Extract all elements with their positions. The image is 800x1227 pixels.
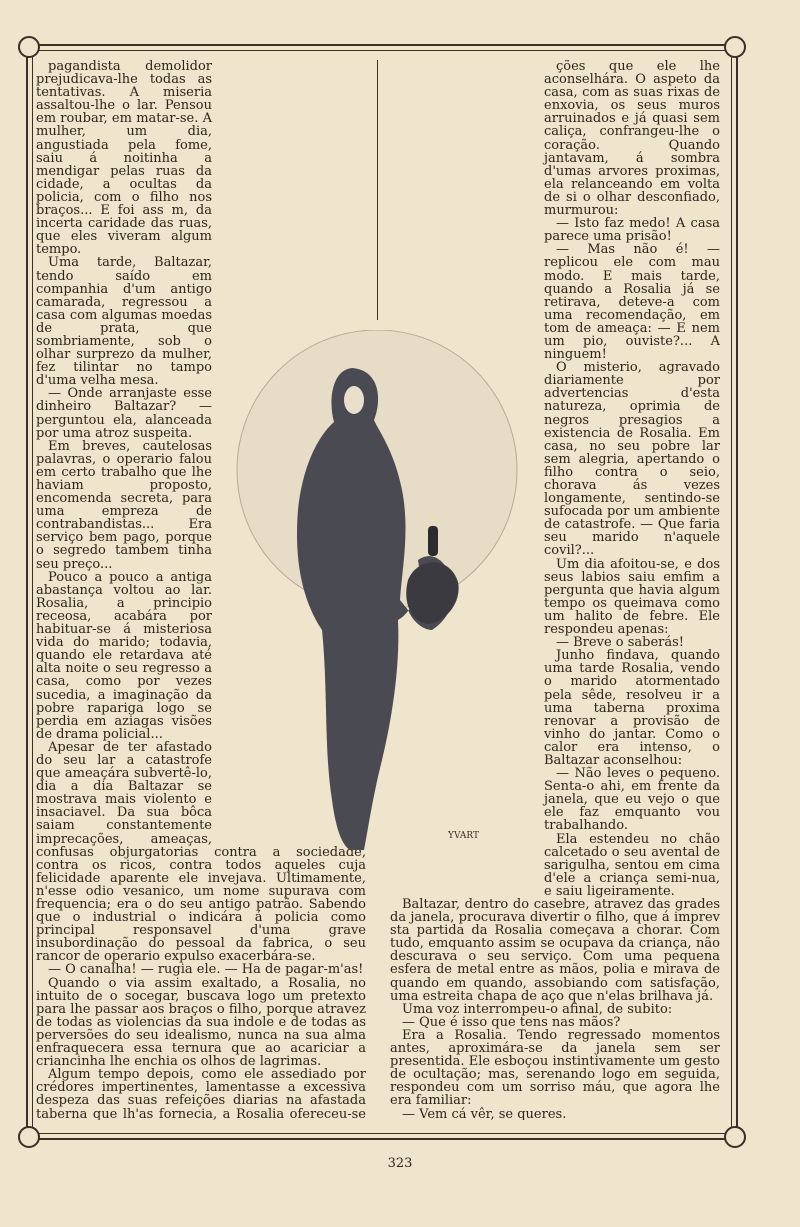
paragraph: ções que ele lhe aconselhára. O aspeto da casa, com as suas rixas de enxovia, os seus muros arruinados e já quasi sem caliça, confrangeu-lhe o coração. Quando jantavam, á sombra d'umas arvores proximas, ela relanceando em volta de si o olhar desconfiado, murmurou: xyxy=(544,60,720,219)
corner-ornament xyxy=(724,1126,746,1148)
bottle xyxy=(428,526,438,556)
paragraph: O misterio, agravado diariamente por advertencias d'esta natureza, oprimia de negros presagios a existencia de Rosalia. Em casa, no seu pobre lar sem alegria, apertando o filho contra o seio, chorava ás vezes longamente, sentindo-se sufocada por um ambiente de catastrofe. — Que faria seu marido n'aquele covil?... xyxy=(544,360,720,559)
paragraph: — Que é isso que tens nas mãos? xyxy=(402,1014,621,1030)
woman-face xyxy=(344,386,364,414)
paragraph: — Breve o saberás! xyxy=(556,635,685,651)
artist-signature: YVART xyxy=(448,831,479,841)
page-number: 323 xyxy=(387,1156,413,1171)
paragraph: Apesar de ter afastado do seu lar a catastrofe que ameaçára subvertê-lo, dia a dia Baltazar se mostrava mais violento e insaciavel. Da sua bôca saiam constantemente imprecações, ameaças, confusas objurgatorias contra a sociedade, contra os ricos, contra todos aqueles cuja felicidade aparente ele invejava. Ultimamente, n'esse odio vesanico, um nome supurava com frequencia; era o do seu antigo patrão. Sabendo que o industrial o indicára á policia como principal responsavel d'uma grave insubordinação do pessoal da fabrica, o seu rancor de operario expulso exacerbára-se. xyxy=(36,739,366,965)
paragraph: Um dia afoitou-se, e dos seus labios saiu emfim a pergunta que havia algum tempo os queimava como um halito de febre. Ele respondeu apenas: xyxy=(544,556,720,638)
column-divider xyxy=(377,60,378,320)
corner-ornament xyxy=(18,36,40,58)
paragraph: — Isto faz medo! A casa parece uma prisão! xyxy=(544,216,720,245)
paragraph: — Não leves o pequeno. Senta-o ahi, em frente da janela, que eu vejo o que ele faz emquanto vou trabalhando. xyxy=(544,766,720,834)
illustration-woman xyxy=(232,330,522,870)
paragraph: Baltazar, dentro do casebre, atravez das grades da janela, procurava divertir o filho, que á imprev sta partida da Rosalia começava a chorar. Com tudo, emquanto assim se ocupava da criança, não descurava o seu serviço. Com uma pequena esfera de metal entre as mãos, polia e mirava de quando em quando, assobiando com satisfação, uma estreita chapa de aço que n'elas brilhava já. xyxy=(390,897,720,1004)
paragraph: Pouco a pouco a antiga abastança voltou ao lar. Rosalia, a principio receosa, acabára por habituar-se á misteriosa vida do marido; todavia, quando ele retardava até alta noite o seu regresso a casa, como por vezes sucedia, a imaginação da pobre rapariga logo se perdia em aziagas visões de drama policial... xyxy=(36,569,212,742)
corner-ornament xyxy=(724,36,746,58)
paragraph: Em breves, cautelosas palavras, o operario falou em certo trabalho que lhe haviam proposto, encomenda secreta, para uma empreza de contrabandistas... Era serviço bem pago, porque o segredo tambem tinha seu preço... xyxy=(36,438,212,572)
paragraph: — Vem cá vêr, se queres. xyxy=(402,1106,567,1120)
paragraph: — Onde arranjaste esse dinheiro Baltazar? — perguntou ela, alanceada por uma atroz suspeita. xyxy=(36,386,212,441)
paragraph: Era a Rosalia. Tendo regressado momentos antes, aproximára-se da janela sem ser presentida. Ele esboçou instintivamente um gesto de ocultação; mas, serenando logo em seguida, respondeu com um sorriso máu, que agora lhe era familiar: xyxy=(390,1027,720,1109)
paragraph: — Mas não é! — replicou ele com mau modo. E mais tarde, quando a Rosalia já se retirava, deteve-a com uma recomendação, em tom de ameaça: — E nem um pio, ouviste?... A ninguem! xyxy=(544,242,720,363)
paragraph: pagandista demolidor prejudicava-lhe todas as tentativas. A miseria assaltou-lhe o lar. Pensou em roubar, em matar-se. A mulher, um dia, angustiada pela fome, saiu á noitinha a mendigar pelas ruas da cidade, a ocultas da policia, com o filho nos braços... E foi ass m, da incerta caridade das ruas, que eles viveram algum tempo. xyxy=(36,60,212,258)
basket xyxy=(406,562,458,624)
paragraph: Ela estendeu no chão calcetado o seu avental de sarigulha, sentou em cima d'ele a criança semi-nua, e saiu ligeiramente. xyxy=(544,831,720,899)
paragraph: — O canalha! — rugia ele. — Ha de pagar-m'as! xyxy=(48,962,364,978)
paragraph: Uma voz interrompeu-o afinal, de subito: xyxy=(402,1001,673,1017)
paragraph: Junho findava, quando uma tarde Rosalia, vendo o marido atormentado pela sêde, resolveu ir a uma taberna proxima renovar a provisão de vinho do jantar. Como o calor era intenso, o Baltazar aconselhou: xyxy=(544,648,720,768)
corner-ornament xyxy=(18,1126,40,1148)
paragraph: Uma tarde, Baltazar, tendo saído em companhia d'um antigo camarada, regressou a casa com algumas moedas de prata, que sombriamente, sob o olhar surprezo da mulher, fez tilintar no tampo d'uma velha mesa. xyxy=(36,255,212,389)
paragraph: Algum tempo depois, como ele assediado por crédores impertinentes, lamentasse a excessiva despeza das suas refeições diarias na afastada taberna que lh'as fornecia, a Rosalia ofereceu-se xyxy=(36,1067,366,1120)
paragraph: Quando o via assim exaltado, a Rosalia, no intuito de o socegar, buscava logo um pretexto para lhe passar aos braços o filho, porque atravez de todas as violencias da sua indole e de todas as perversões do seu idealismo, nunca na sua alma enfraquecera essa ternura que ao acariciar a criancinha lhe enchia os olhos de lagrimas. xyxy=(36,975,366,1070)
